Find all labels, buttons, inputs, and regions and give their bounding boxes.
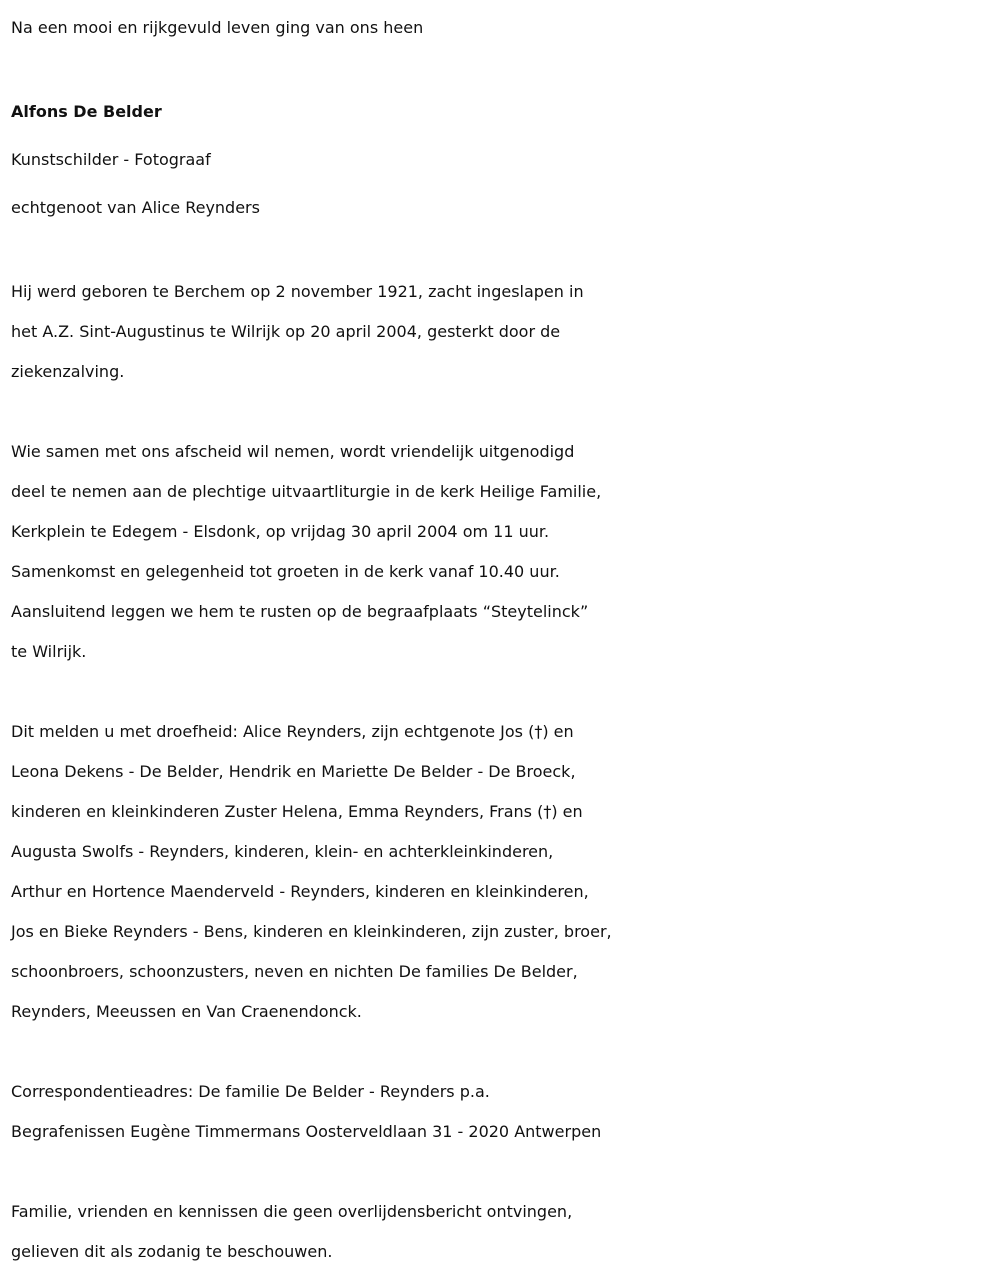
- text-line: Familie, vrienden en kennissen die geen overlijdensbericht ontvingen,: [11, 1202, 573, 1221]
- text-line: Wie samen met ons afscheid wil nemen, wordt vriendelijk uitgenodigd: [11, 442, 575, 461]
- text-line: Dit melden u met droefheid: Alice Reynders, zijn echtgenote Jos (†) en: [11, 722, 574, 741]
- intro-paragraph: [11, 8, 990, 48]
- text-line: te Wilrijk.: [11, 642, 87, 661]
- spacer: [11, 232, 990, 272]
- text-line: schoonbroers, schoonzusters, neven en nichten De families De Belder,: [11, 962, 578, 981]
- text-line: Arthur en Hortence Maenderveld - Reynders, kinderen en kleinkinderen,: [11, 882, 589, 901]
- text-line: Aansluitend leggen we hem te rusten op de begraafplaats “Steytelinck”: [11, 602, 589, 621]
- text-line: Leona Dekens - De Belder, Hendrik en Mariette De Belder - De Broeck,: [11, 762, 576, 781]
- ceremony-paragraph: [11, 432, 990, 672]
- text-line: ziekenzalving.: [11, 362, 125, 381]
- text-line: Reynders, Meeussen en Van Craenendonck.: [11, 1002, 362, 1021]
- text-line: Jos en Bieke Reynders - Bens, kinderen en kleinkinderen, zijn zuster, broer,: [11, 922, 612, 941]
- text-line: Samenkomst en gelegenheid tot groeten in de kerk vanaf 10.40 uur.: [11, 562, 560, 581]
- intro-line: Na een mooi en rijkgevuld leven ging van ons heen: [11, 18, 424, 37]
- text-line: Augusta Swolfs - Reynders, kinderen, klein- en achterkleinkinderen,: [11, 842, 554, 861]
- deceased-block: [11, 88, 990, 232]
- deceased-profession: Kunstschilder - Fotograaf: [11, 150, 211, 169]
- closing-paragraph: [11, 1192, 990, 1272]
- spacer: [11, 392, 990, 432]
- text-line: gelieven dit als zodanig te beschouwen.: [11, 1242, 333, 1261]
- text-line: Kerkplein te Edegem - Elsdonk, op vrijdag 30 april 2004 om 11 uur.: [11, 522, 550, 541]
- spacer: [11, 672, 990, 712]
- correspondence-paragraph: [11, 1072, 990, 1152]
- text-line: Correspondentieadres: De familie De Belder - Reynders p.a.: [11, 1082, 490, 1101]
- birth-death-paragraph: [11, 272, 990, 392]
- text-line: het A.Z. Sint-Augustinus te Wilrijk op 20 april 2004, gesterkt door de: [11, 322, 561, 341]
- deceased-name: Alfons De Belder: [11, 102, 162, 121]
- spacer: [11, 48, 990, 88]
- text-line: Hij werd geboren te Berchem op 2 november 1921, zacht ingeslapen in: [11, 282, 584, 301]
- text-line: Begrafenissen Eugène Timmermans Oosterveldlaan 31 - 2020 Antwerpen: [11, 1122, 602, 1141]
- text-line: kinderen en kleinkinderen Zuster Helena, Emma Reynders, Frans (†) en: [11, 802, 583, 821]
- text-line: deel te nemen aan de plechtige uitvaartliturgie in de kerk Heilige Familie,: [11, 482, 602, 501]
- spacer: [11, 1032, 990, 1072]
- spacer: [11, 1152, 990, 1192]
- family-paragraph: [11, 712, 990, 1032]
- deceased-spouse: echtgenoot van Alice Reynders: [11, 198, 260, 217]
